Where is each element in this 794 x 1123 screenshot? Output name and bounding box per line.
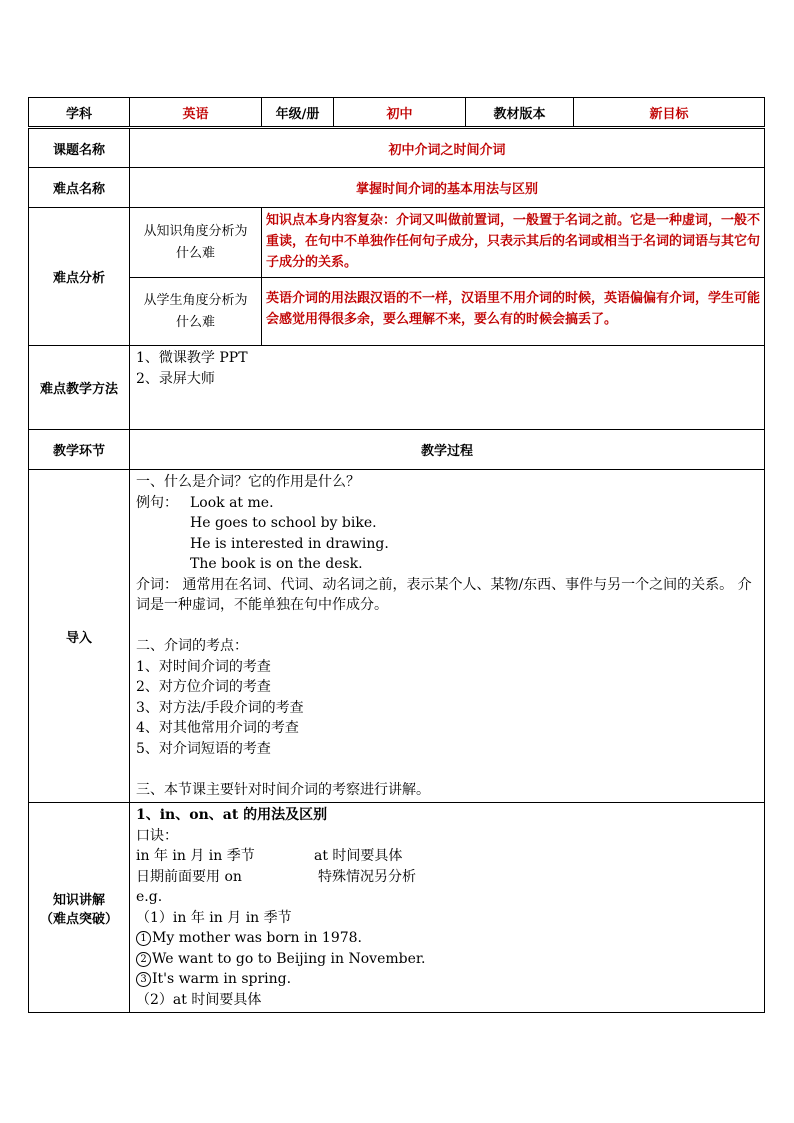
knowledge-label: 知识讲解: [52, 892, 105, 908]
knowledge-example: [136, 928, 758, 949]
rhyme-part: at 时间要具体: [314, 848, 403, 864]
knowledge-label-sub: （难点突破）: [39, 911, 118, 927]
knowledge-example-text: We want to go to Beijing in November.: [152, 950, 426, 967]
knowledge-rhyme-line: [136, 867, 758, 888]
analysis-student-text: 英语介词的用法跟汉语的不一样，汉语里不用介词的时候，英语偏偏有介词，学生可能会感觉用得很多余，要么理解不来，要么有的时候会搞丢了。: [262, 278, 765, 346]
intro-example: He is interested in drawing.: [190, 535, 389, 552]
difficulty-label: 难点名称: [29, 168, 130, 208]
knowledge-example-text: It's warm in spring.: [152, 971, 292, 987]
grade-label: 年级/册: [262, 98, 334, 128]
analysis-label: 难点分析: [29, 208, 130, 346]
intro-point: 3、对方法/手段介词的考查: [136, 699, 304, 716]
rhyme-part: 日期前面要用 on: [136, 868, 242, 885]
intro-point: 1、对时间介词的考查: [136, 658, 271, 675]
knowledge-label-cell: [29, 803, 130, 1013]
knowledge-heading: 1、in、on、at 的用法及区别: [136, 807, 328, 823]
edition-value: 新目标: [574, 98, 765, 128]
knowledge-content: [130, 803, 765, 1013]
method-item: 1、微课教学 PPT: [136, 350, 248, 366]
number-badge: 1: [136, 931, 151, 946]
intro-example-row: [136, 493, 758, 514]
intro-point: 5、对介词短语的考查: [136, 740, 271, 757]
difficulty-row: [29, 168, 765, 208]
analysis-student-label: 从学生角度分析为什么难: [130, 278, 262, 346]
method-content: [130, 346, 765, 430]
intro-example: He goes to school by bike.: [190, 515, 377, 531]
topic-label: 课题名称: [29, 128, 130, 168]
knowledge-sub-2: （2）at 时间要具体: [136, 991, 262, 1008]
number-badge: 2: [136, 952, 151, 967]
intro-question-1: 一、什么是介词？它的作用是什么？: [136, 474, 360, 490]
knowledge-rhyme-line: [136, 846, 758, 867]
intro-row: [29, 470, 765, 803]
topic-row: [29, 128, 765, 168]
method-row: [29, 346, 765, 430]
topic-value: 初中介词之时间介词: [130, 128, 765, 168]
subject-value: 英语: [130, 98, 262, 128]
knowledge-example-text: My mother was born in 1978.: [152, 930, 363, 946]
process-label: 教学过程: [130, 430, 765, 470]
intro-example: The book is on the desk.: [190, 556, 363, 572]
intro-question-2: 二、介词的考点：: [136, 638, 248, 654]
intro-label: 导入: [29, 470, 130, 803]
grade-value: 初中: [334, 98, 466, 128]
intro-example: Look at me.: [190, 494, 274, 511]
header-row: [29, 98, 765, 128]
intro-point: 4、对其他常用介词的考查: [136, 720, 299, 736]
method-label: 难点教学方法: [29, 346, 130, 430]
rhyme-part: in 年 in 月 in 季节: [136, 848, 255, 864]
knowledge-row: [29, 803, 765, 1013]
rhyme-part: 特殊情况另分析: [318, 868, 416, 885]
knowledge-eg: e.g.: [136, 889, 163, 905]
knowledge-rhyme-label: 口诀：: [136, 827, 178, 844]
analysis-row-knowledge: [29, 208, 765, 278]
method-item: 2、录屏大师: [136, 370, 215, 387]
stage-label: 教学环节: [29, 430, 130, 470]
intro-question-3: 三、本节课主要针对时间介词的考察进行讲解。: [136, 781, 430, 798]
process-header-row: [29, 430, 765, 470]
knowledge-example: [136, 949, 758, 970]
intro-definition: 介词： 通常用在名词、代词、动名词之前，表示某个人、某物/东西、事件与另一个之间的关系。 介词是一种虚词，不能单独在句中作成分。: [136, 576, 752, 613]
number-badge: 3: [136, 972, 151, 987]
analysis-knowledge-label: 从知识角度分析为什么难: [130, 208, 262, 278]
lesson-plan-table: [28, 97, 765, 1013]
edition-label: 教材版本: [466, 98, 574, 128]
analysis-knowledge-text: 知识点本身内容复杂：介词又叫做前置词，一般置于名词之前。它是一种虚词，一般不重读，在句中不单独作任何句子成分，只表示其后的名词或相当于名词的词语与其它句子成分的关系。: [262, 208, 765, 278]
intro-point: 2、对方位介词的考查: [136, 679, 271, 695]
analysis-row-student: [29, 278, 765, 346]
difficulty-value: 掌握时间介词的基本用法与区别: [130, 168, 765, 208]
knowledge-example: [136, 969, 758, 990]
knowledge-sub-1: （1）in 年 in 月 in 季节: [136, 909, 292, 926]
intro-content: [130, 470, 765, 803]
intro-example-label: 例句：: [136, 494, 178, 511]
subject-label: 学科: [29, 98, 130, 128]
